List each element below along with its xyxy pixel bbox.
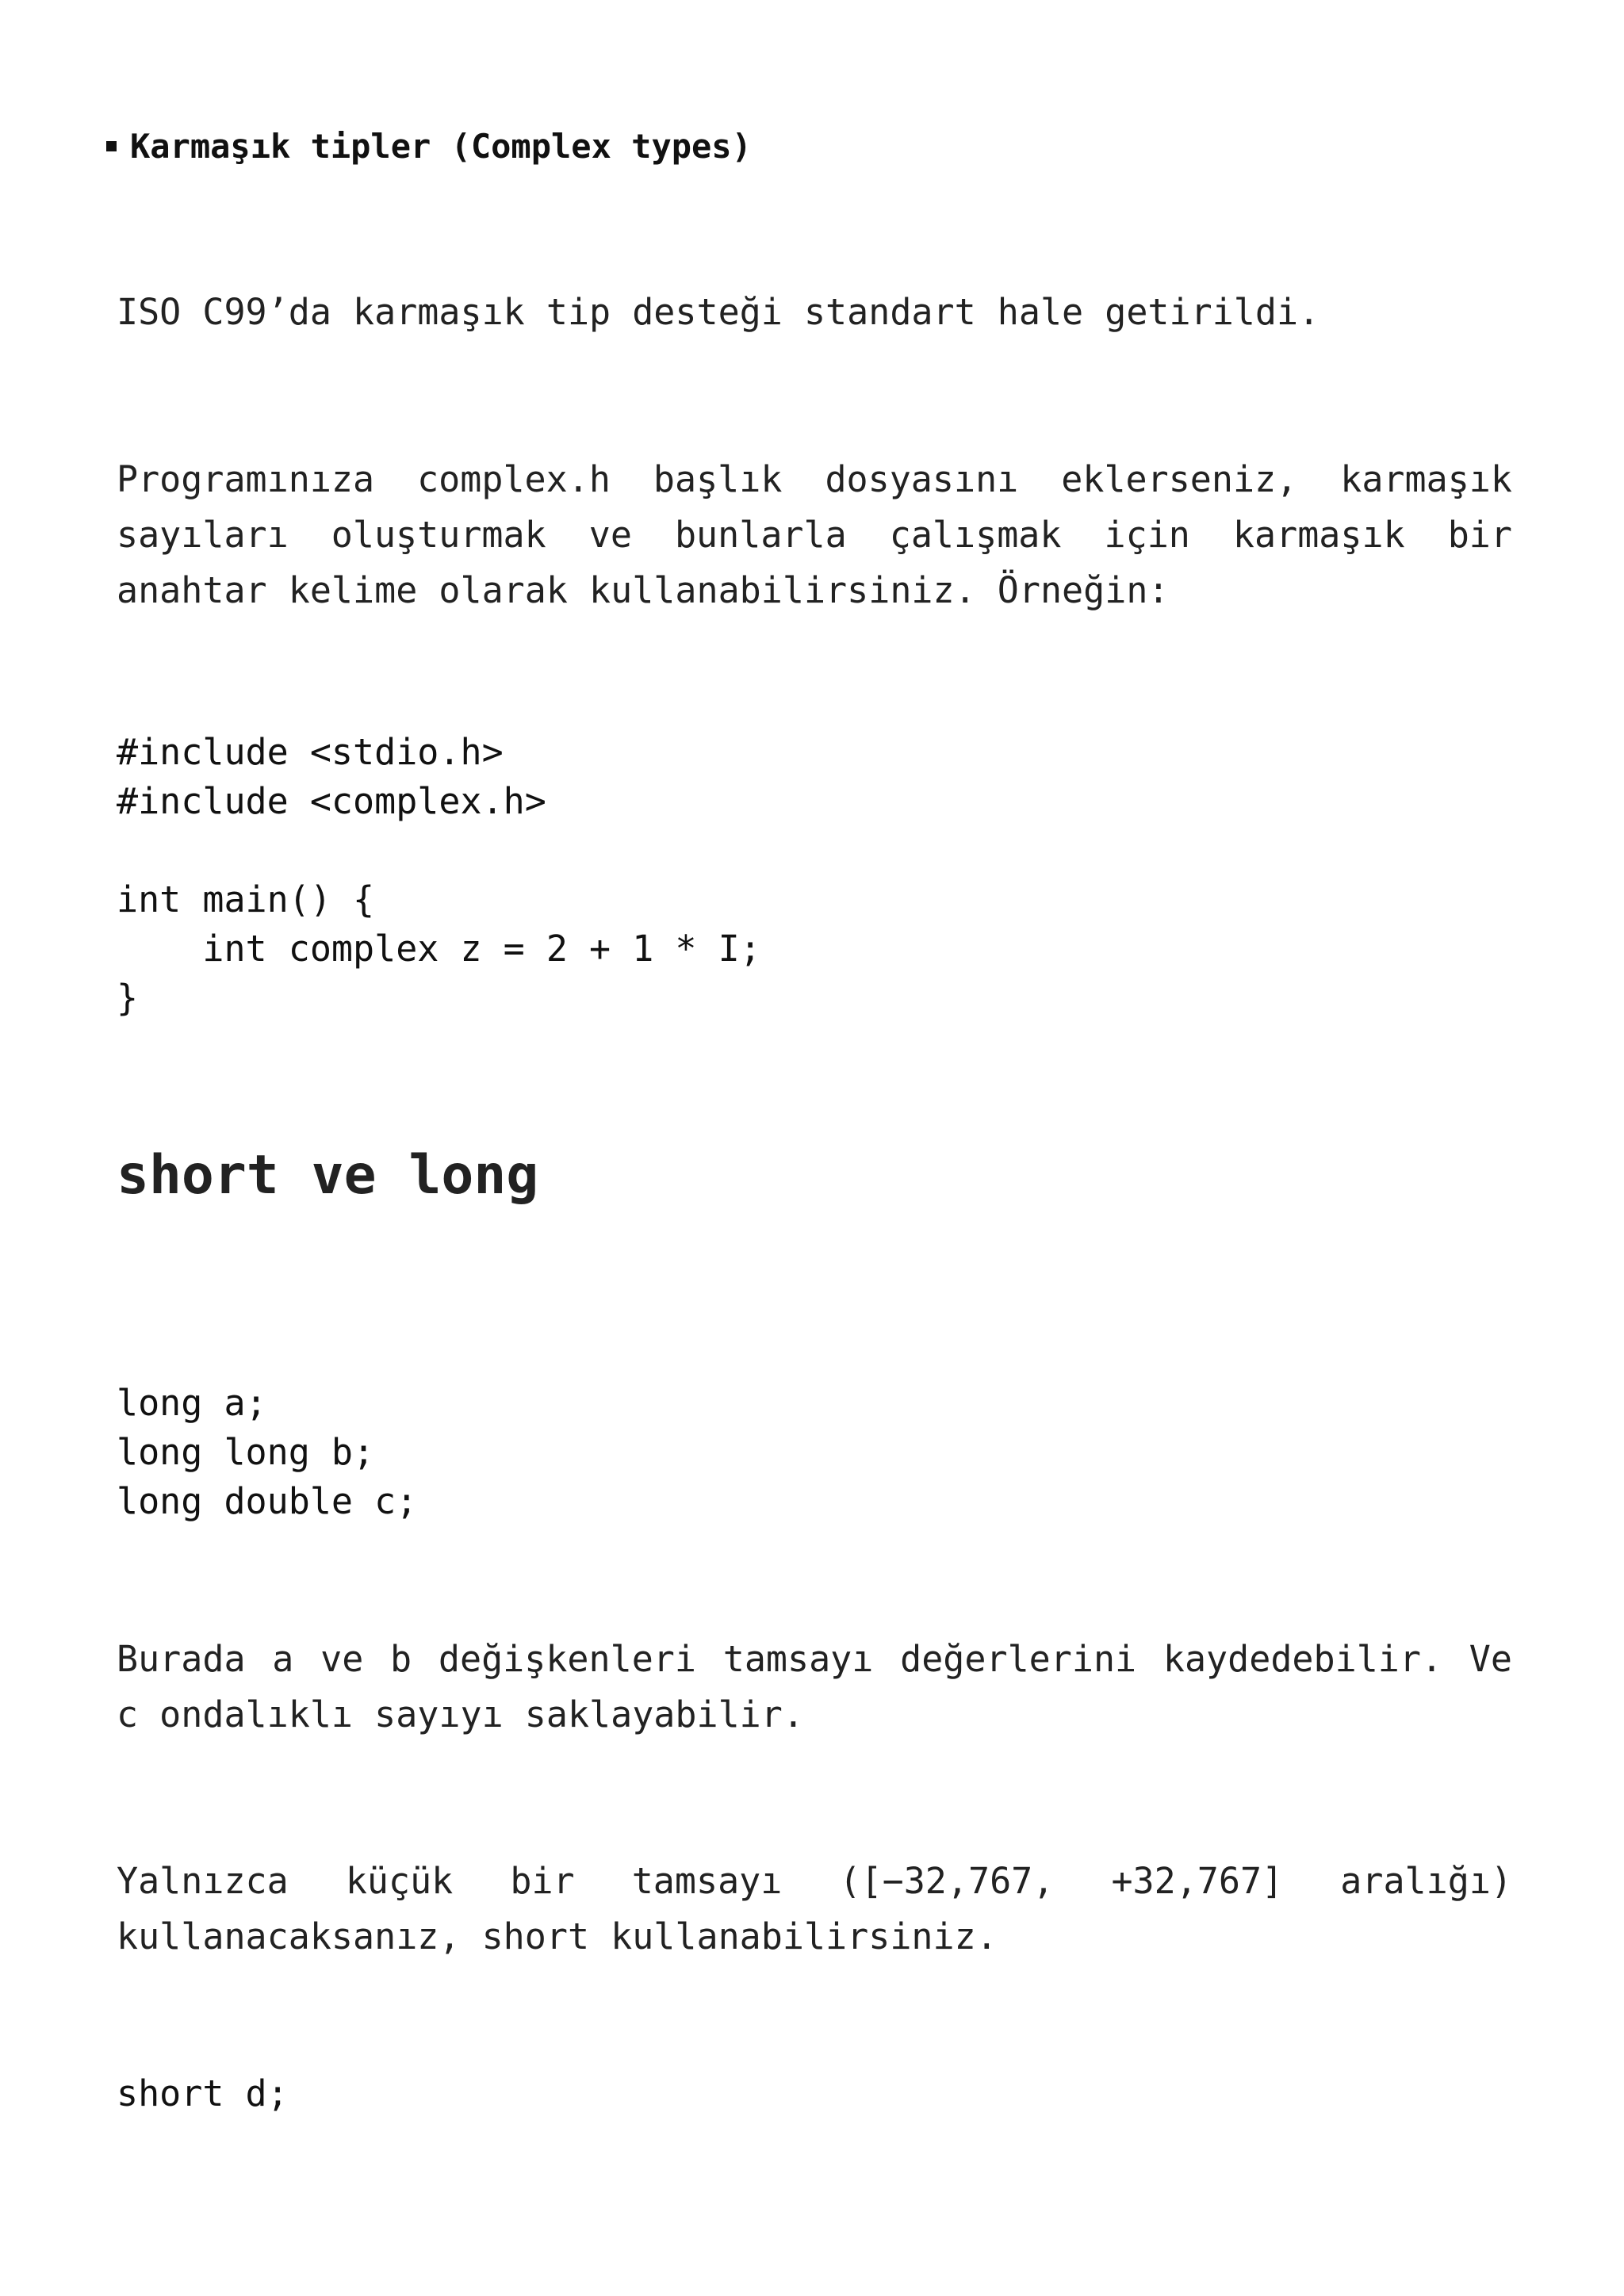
square-bullet-icon [106, 141, 117, 151]
bullet-item-text: Karmaşık tipler (Complex types) [130, 127, 752, 166]
code-block-complex-example: #include <stdio.h> #include <complex.h> int main() { int complex z = 2 + 1 * I; } [117, 731, 761, 1019]
code-block-long-declarations: long a; long long b; long double c; [117, 1382, 418, 1522]
code-block-short-declaration: short d; [117, 2072, 289, 2114]
section-heading: short ve long [117, 1144, 539, 1207]
paragraph-short-explanation: Yalnızca küçük bir tamsayı ([−32,767, +32,767] aralığı) kullanacaksanız, short kullanabilirsiniz. [117, 1860, 1512, 1957]
paragraph-c99-intro: ISO C99’da karmaşık tip desteği standart hale getirildi. [117, 291, 1320, 333]
paragraph-complex-header: Programınıza complex.h başlık dosyasını eklerseniz, karmaşık sayıları oluşturmak ve bunlarla çalışmak için karmaşık bir anahtar kelime olarak kullanabilirsiniz. Örneğin: [117, 458, 1512, 611]
paragraph-long-explanation: Burada a ve b değişkenleri tamsayı değerlerini kaydedebilir. Ve c ondalıklı sayıyı saklayabilir. [117, 1638, 1512, 1735]
bullet-list-item [106, 127, 752, 166]
